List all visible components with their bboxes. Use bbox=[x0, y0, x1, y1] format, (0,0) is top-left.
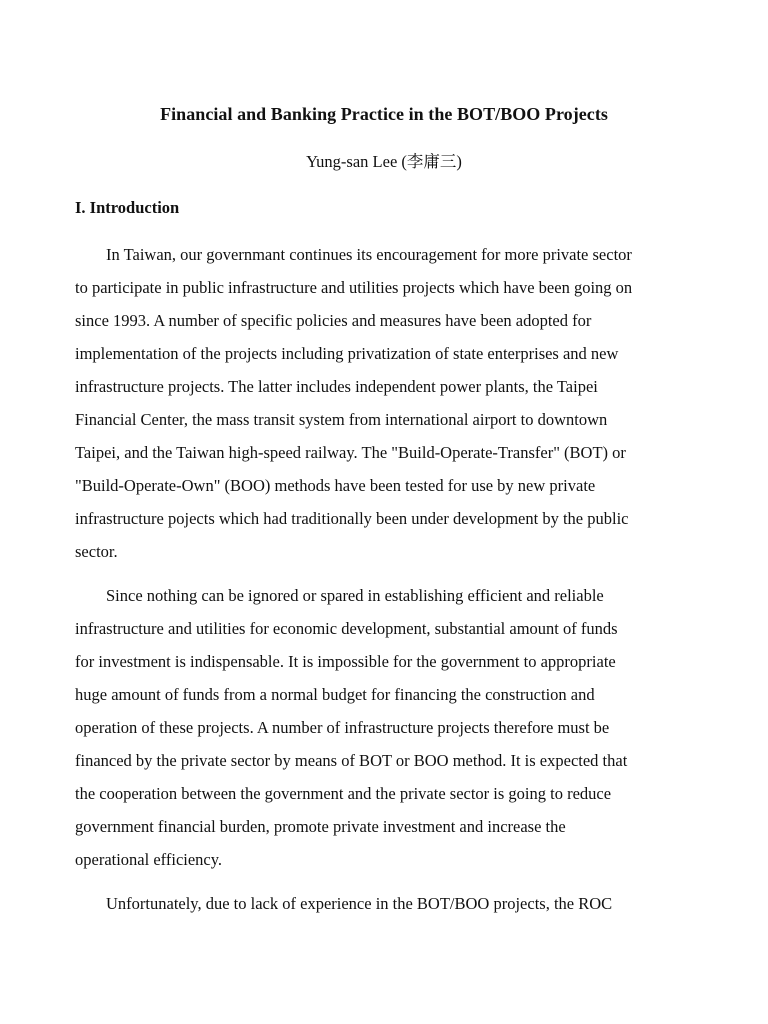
paragraph-line: infrastructure pojects which had traditionally been under development by the public bbox=[75, 509, 629, 528]
paragraph-1 bbox=[75, 238, 715, 568]
paragraph-line: infrastructure projects. The latter includes independent power plants, the Taipei bbox=[75, 377, 598, 396]
paragraph-line: government financial burden, promote private investment and increase the bbox=[75, 817, 566, 836]
paragraph-line: operation of these projects. A number of infrastructure projects therefore must be bbox=[75, 718, 610, 737]
paragraph-line: financed by the private sector by means of BOT or BOO method. It is expected that bbox=[75, 751, 628, 770]
paragraph-line: Taipei, and the Taiwan high-speed railway. The "Build-Operate-Transfer" (BOT) or bbox=[75, 443, 626, 462]
paragraph-line: operational efficiency. bbox=[75, 850, 223, 869]
paragraph-line: huge amount of funds from a normal budget for financing the construction and bbox=[75, 685, 595, 704]
paragraph-line: In Taiwan, our governmant continues its encouragement for more private sector bbox=[106, 245, 632, 264]
paragraph-line: infrastructure and utilities for economic development, substantial amount of funds bbox=[75, 619, 618, 638]
paragraph-line: Financial Center, the mass transit system from international airport to downtown bbox=[75, 410, 608, 429]
paragraph-line: the cooperation between the government and the private sector is going to reduce bbox=[75, 784, 612, 803]
paragraph-line: implementation of the projects including privatization of state enterprises and new bbox=[75, 344, 619, 363]
document-author: Yung-san Lee (李庸三) bbox=[306, 152, 462, 171]
paragraph-line: to participate in public infrastructure and utilities projects which have been going on bbox=[75, 278, 633, 297]
paragraph-line: "Build-Operate-Own" (BOO) methods have been tested for use by new private bbox=[75, 476, 596, 495]
paragraph-line: Unfortunately, due to lack of experience in the BOT/BOO projects, the ROC bbox=[106, 894, 613, 913]
paragraph-line: Since nothing can be ignored or spared in establishing efficient and reliable bbox=[106, 586, 604, 605]
paragraph-2 bbox=[75, 579, 715, 876]
paragraph-3 bbox=[75, 887, 715, 920]
document-title: Financial and Banking Practice in the BOT/BOO Projects bbox=[160, 104, 608, 124]
section-heading-introduction: I. Introduction bbox=[75, 198, 180, 217]
paragraph-line: for investment is indispensable. It is impossible for the government to appropriate bbox=[75, 652, 616, 671]
paragraph-line: sector. bbox=[75, 542, 118, 561]
paragraph-line: since 1993. A number of specific policies and measures have been adopted for bbox=[75, 311, 592, 330]
